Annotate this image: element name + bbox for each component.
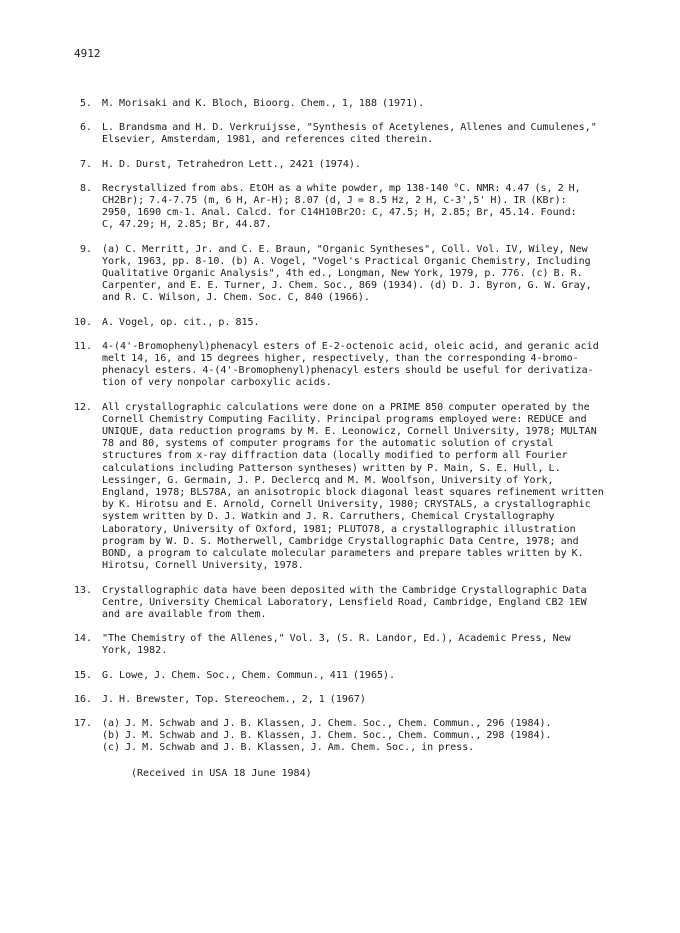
reference-item xyxy=(72,122,642,146)
reference-text: A. Vogel, op. cit., p. 815. xyxy=(102,316,260,328)
reference-item xyxy=(72,98,642,110)
reference-item xyxy=(72,183,642,232)
reference-text: H. D. Durst, Tetrahedron Lett., 2421 (1974). xyxy=(102,158,361,170)
reference-text: G. Lowe, J. Chem. Soc., Chem. Commun., 411 (1965). xyxy=(102,669,396,681)
reference-number: 6. xyxy=(79,122,92,134)
reference-number: 17. xyxy=(73,717,92,729)
reference-text: 4-(4'-Bromophenyl)phenacyl esters of E-2-octenoic acid, oleic acid, and geranic acid melt 14, 16, and 15 degrees higher, respectively, than the corresponding 4-bromo- phenacyl esters. 4-(4'-Bromophenyl)phenacyl esters should be useful for derivatiza- tion of very nonpolar carboxylic acids. xyxy=(102,340,599,389)
reference-item xyxy=(72,585,642,622)
reference-item xyxy=(72,159,642,171)
reference-number: 9. xyxy=(79,243,92,255)
reference-number: 12. xyxy=(73,401,92,413)
page-number: 4912 xyxy=(74,47,101,60)
reference-number: 14. xyxy=(73,633,92,645)
reference-text: M. Morisaki and K. Bloch, Bioorg. Chem., 1, 188 (1971). xyxy=(102,98,425,109)
reference-item xyxy=(72,244,642,305)
reference-number: 11. xyxy=(73,340,92,352)
reference-text: L. Brandsma and H. D. Verkruijsse, "Synthesis of Acetylenes, Allenes and Cumulenes," Elsevier, Amsterdam, 1981, and references cited therein. xyxy=(102,122,597,146)
reference-number: 5. xyxy=(79,98,92,109)
reference-number: 10. xyxy=(73,316,92,328)
reference-text: All crystallographic calculations were done on a PRIME 850 computer operated by the Cornell Chemistry Computing Facility. Principal programs employed were: REDUCE and UNIQUE, data reduction programs by M. E. Leonowicz, Cornell University, 1978; MULTAN 78 and 80, systems of computer programs for the automatic solution of crystal structures from x-ray diffraction data (locally modified to perform all Fourier calculations including Patterson syntheses) written by P. Main, S. E. Hull, L. Lessinger, G. Germain, J. P. Declercq and M. M. Woolfson, University of York, England, 1978; BLS78A, an anisotropic block diagonal least squares refinement written by K. Hirotsu and E. Arnold, Cornell University, 1980; CRYSTALS, a crystallographic system written by D. J. Watkin and J. R. Carruthers, Chemical Crystallography Laboratory, University of Oxford, 1981; PLUTO78, a crystallographic illustration program by W. D. S. Motherwell, Cambridge Crystallographic Data Centre, 1978; and BOND, a program to calculate molecular parameters and prepare tables written by K. Hirotsu, Cornell University, 1978. xyxy=(102,401,604,572)
reference-text: Recrystallized from abs. EtOH as a white powder, mp 138-140 °C. NMR: 4.47 (s, 2 H, CH2Br); 7.4-7.75 (m, 6 H, Ar-H); 8.07 (d, J = 8.5 Hz, 2 H, C-3',5' H). IR (KBr): 2950, 1690 cm-1. Anal. Calcd. for C14H10Br2O: C, 47.5; H, 2.85; Br, 45.14. Found: C, 47.29; H, 2.85; Br, 44.87. xyxy=(102,182,581,231)
reference-item xyxy=(72,402,642,573)
reference-item xyxy=(72,718,642,755)
reference-item xyxy=(72,694,642,706)
reference-number: 8. xyxy=(79,182,92,194)
reference-number: 16. xyxy=(73,693,92,705)
reference-number: 13. xyxy=(73,584,92,596)
reference-text: "The Chemistry of the Allenes," Vol. 3, (S. R. Landor, Ed.), Academic Press, New York, 1982. xyxy=(102,633,571,657)
reference-text: Crystallographic data have been deposited with the Cambridge Crystallographic Data Centre, University Chemical Laboratory, Lensfield Road, Cambridge, England CB2 1EW and are available from them. xyxy=(102,584,587,620)
reference-text: (a) J. M. Schwab and J. B. Klassen, J. Chem. Soc., Chem. Commun., 296 (1984). (b) J. M. Schwab and J. B. Klassen, J. Chem. Soc., Chem. Commun., 298 (1984). (c) J. M. Schwab and J. B. Klassen, J. Am. Chem. Soc., in press. xyxy=(102,717,552,754)
reference-number: 7. xyxy=(79,158,92,170)
received-date: (Received in USA 18 June 1984) xyxy=(131,768,312,779)
reference-item xyxy=(72,633,642,657)
reference-list xyxy=(72,98,642,755)
reference-item xyxy=(72,317,642,329)
reference-text: J. H. Brewster, Top. Stereochem., 2, 1 (1967) xyxy=(102,693,366,705)
reference-number: 15. xyxy=(73,669,92,681)
reference-item xyxy=(72,341,642,390)
reference-text: (a) C. Merritt, Jr. and C. E. Braun, "Organic Syntheses", Coll. Vol. IV, Wiley, New York, 1963, pp. 8-10. (b) A. Vogel, "Vogel's Practical Organic Chemistry, Including Qualitative Organic Analysis", 4th ed., Longman, New York, 1979, p. 776. (c) B. R. Carpenter, and E. E. Turner, J. Chem. Soc., 869 (1934). (d) D. J. Byron, G. W. Gray, and R. C. Wilson, J. Chem. Soc. C, 840 (1966). xyxy=(102,243,592,304)
reference-item xyxy=(72,670,642,682)
